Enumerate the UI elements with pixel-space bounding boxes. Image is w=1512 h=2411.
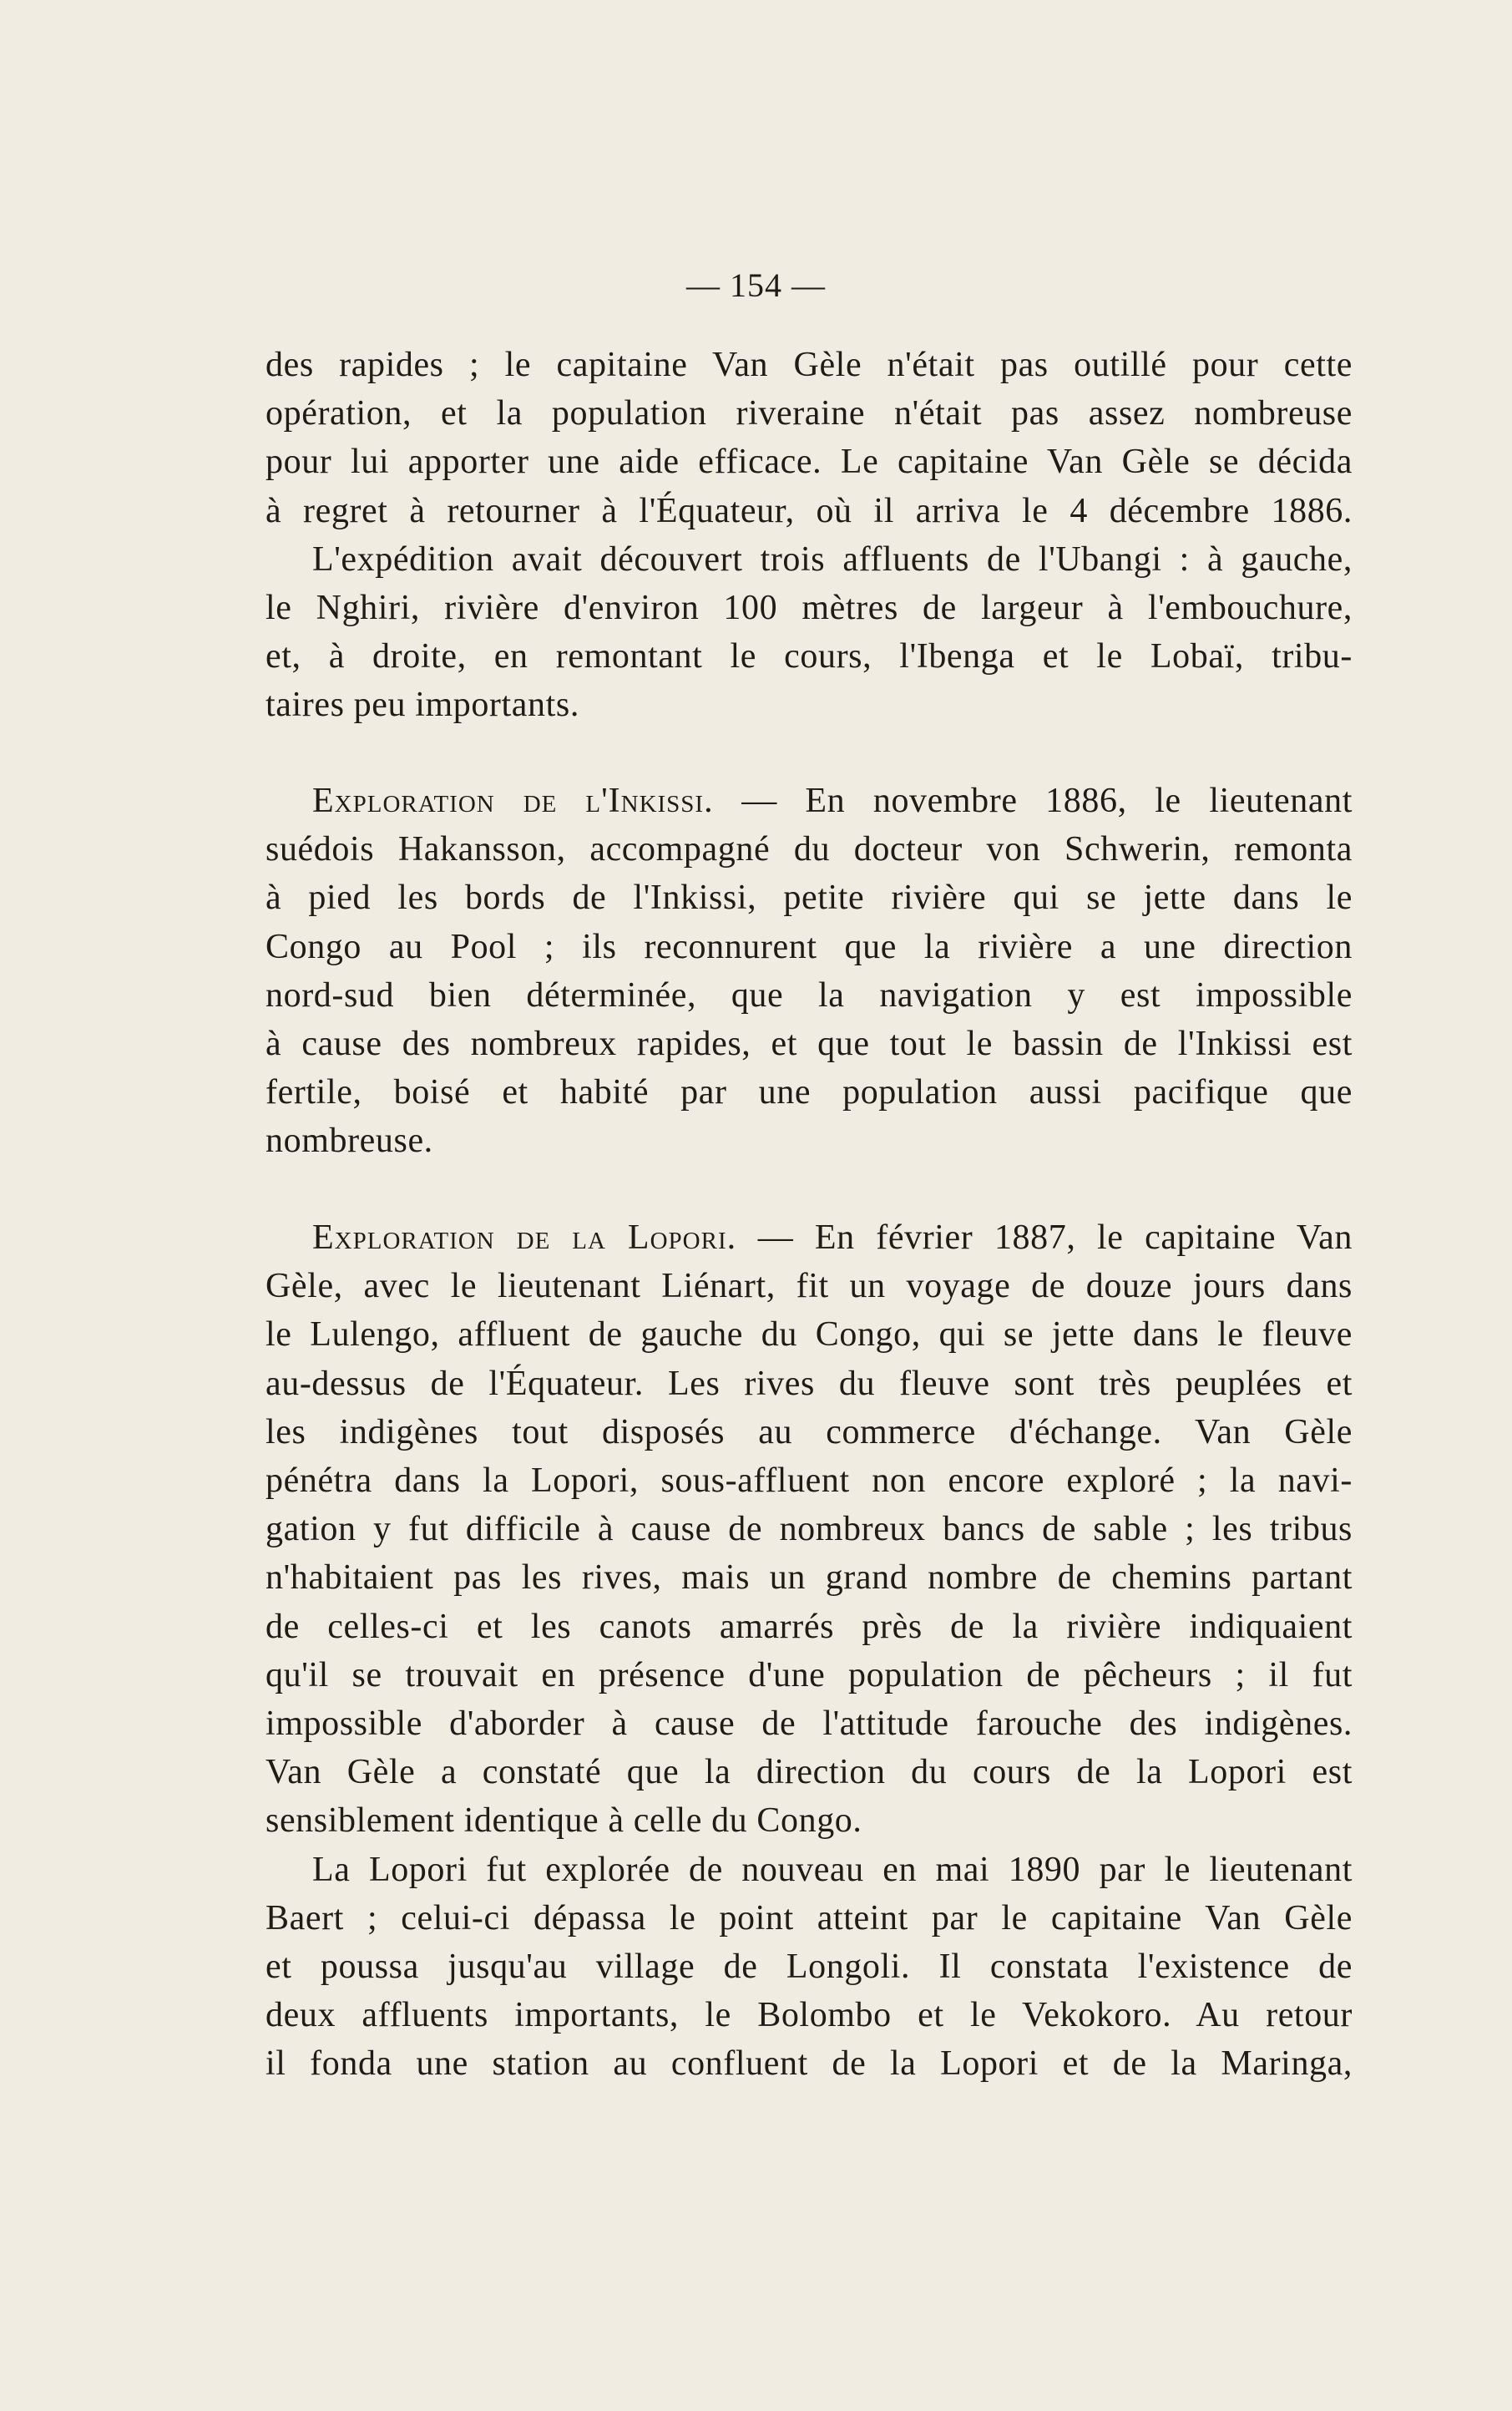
text-line: à regret à retourner à l'Équateur, où il arriva le 4 décembre 1886. <box>265 491 1353 530</box>
text-line: au-dessus de l'Équateur. Les rives du fleuve sont très peuplées et <box>265 1364 1353 1403</box>
text-line: deux affluents importants, le Bolombo et le Vekokoro. Au retour <box>265 1996 1353 2035</box>
text-line: La Lopori fut explorée de nouveau en mai 1890 par le lieutenant <box>312 1850 1353 1889</box>
text-line: et poussa jusqu'au village de Longoli. Il constata l'existence de <box>265 1948 1353 1987</box>
text-line: suédois Hakansson, accompagné du docteur von Schwerin, remonta <box>265 830 1353 869</box>
text-line: taires peu importants. <box>265 686 579 725</box>
page-number: — 154 — <box>686 266 826 304</box>
text-line: de celles-ci et les canots amarrés près de la rivière indiquaient <box>265 1607 1353 1646</box>
text-line: qu'il se trouvait en présence d'une population de pêcheurs ; il fut <box>265 1655 1353 1694</box>
text-line <box>265 777 1353 825</box>
text-line: des rapides ; le capitaine Van Gèle n'était pas outillé pour cette <box>265 346 1353 384</box>
text-line: le Lulengo, affluent de gauche du Congo, qui se jette dans le fleuve <box>265 1315 1353 1355</box>
text-line: nord-sud bien déterminée, que la navigation y est impossible <box>265 975 1353 1015</box>
text-line: nombreuse. <box>265 1122 433 1161</box>
heading-line-rest: — En novembre 1886, le lieutenant <box>741 782 1353 820</box>
text-line: L'expédition avait découvert trois affluents de l'Ubangi : à gauche, <box>312 539 1353 579</box>
section-heading-inkissi: Exploration de l'Inkissi. <box>312 782 714 820</box>
text-line: Congo au Pool ; ils reconnurent que la rivière a une direction <box>265 927 1353 966</box>
text-line: à pied les bords de l'Inkissi, petite rivière qui se jette dans le <box>265 879 1353 918</box>
heading-line-rest: — En février 1887, le capitaine Van <box>757 1218 1353 1257</box>
text-line: les indigènes tout disposés au commerce d'échange. Van Gèle <box>265 1412 1353 1451</box>
text-line: il fonda une station au confluent de la Lopori et de la Maringa, <box>265 2044 1353 2084</box>
text-line: Baert ; celui-ci dépassa le point atteint par le capitaine Van Gèle <box>265 1898 1353 1937</box>
text-line: n'habitaient pas les rives, mais un grand nombre de chemins partant <box>265 1558 1353 1598</box>
section-heading-lopori: Exploration de la Lopori. <box>312 1218 737 1257</box>
text-line: Van Gèle a constaté que la direction du cours de la Lopori est <box>265 1753 1353 1792</box>
text-line <box>265 1213 1353 1262</box>
text-line: et, à droite, en remontant le cours, l'Ibenga et le Lobaï, tribu- <box>265 637 1353 676</box>
text-line: Gèle, avec le lieutenant Liénart, fit un voyage de douze jours dans <box>265 1267 1353 1306</box>
paragraph-lopori <box>265 1213 1353 2089</box>
paragraph-ubangi <box>265 341 1353 730</box>
text-line: le Nghiri, rivière d'environ 100 mètres de largeur à l'embouchure, <box>265 589 1353 628</box>
text-line: pénétra dans la Lopori, sous-affluent non encore exploré ; la navi- <box>265 1461 1353 1501</box>
text-line: pour lui apporter une aide efficace. Le capitaine Van Gèle se décida <box>265 443 1353 482</box>
text-line: opération, et la population riveraine n'était pas assez nombreuse <box>265 394 1353 433</box>
text-line: impossible d'aborder à cause de l'attitude farouche des indigènes. <box>265 1704 1353 1744</box>
text-line: à cause des nombreux rapides, et que tout le bassin de l'Inkissi est <box>265 1025 1353 1064</box>
text-line: fertile, boisé et habité par une population aussi pacifique que <box>265 1073 1353 1112</box>
text-line: sensiblement identique à celle du Congo. <box>265 1801 862 1841</box>
paragraph-inkissi <box>265 777 1353 1166</box>
text-line: gation y fut difficile à cause de nombreux bancs de sable ; les tribus <box>265 1510 1353 1549</box>
